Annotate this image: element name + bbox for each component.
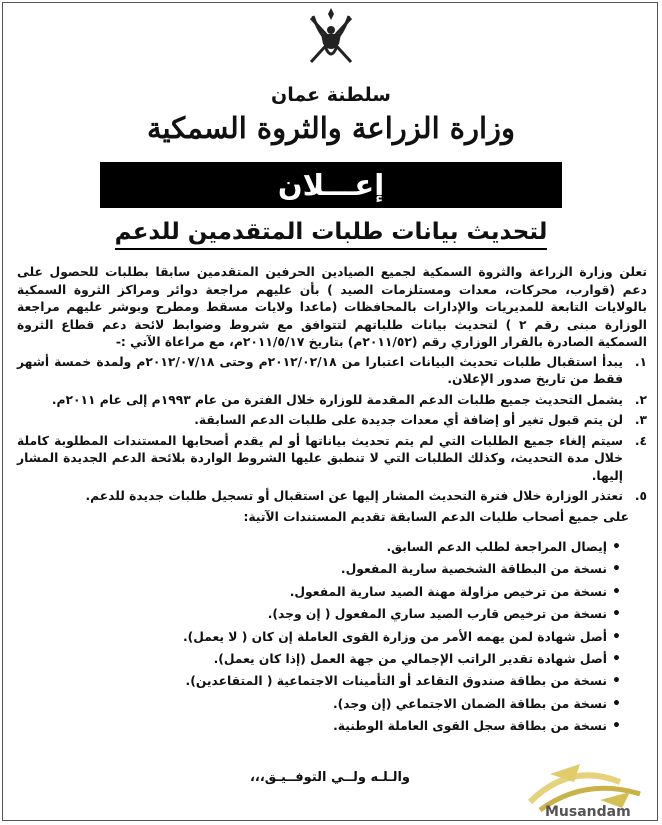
- condition-text: يبدأ استقبال طلبات تحديث البيانات اعتبارا من ٢٠١٢/٠٢/١٨م وحتى ٢٠١٢/٠٧/١٨م ولمدة خمسة أشهر فقط من تاريخ صدور الإعلان.: [17, 354, 624, 386]
- document-item: • نسخة من بطاقة صندوق التقاعد أو التأمينات الاجتماعية ( المتقاعدين).: [17, 670, 647, 692]
- condition-item: [17, 392, 647, 410]
- condition-item: [17, 433, 647, 486]
- country-name: سلطنة عمان: [271, 84, 391, 106]
- condition-number: ٤.: [634, 433, 647, 448]
- condition-item: [17, 412, 647, 430]
- condition-text: لن يتم قبول تغير أو إضافة أي معدات جديدة على طلبات الدعم السابقة.: [194, 413, 623, 427]
- condition-item: [17, 354, 647, 389]
- document-item: • نسخة من ترخيص مزاولة مهنة الصيد سارية المفعول.: [17, 581, 647, 603]
- document-item: • نسخة من البطاقة الشخصية سارية المفعول.: [17, 558, 647, 580]
- document-item: • نسخة من بطاقة الضمان الاجتماعي (إن وجد).: [17, 693, 647, 715]
- condition-number: ٣.: [634, 413, 647, 427]
- announcement-subject: [0, 219, 662, 245]
- documents-list: [17, 536, 647, 738]
- document-item: • أصل شهادة تقدير الراتب الإجمالي من جهة العمل (إذا كان يعمل).: [17, 648, 647, 670]
- watermark-text: Musandam: [545, 804, 631, 820]
- condition-text: تعتذر الوزارة خلال فترة التحديث المشار إليها عن استقبال أو تسجيل طلبات جديدة للدعم.: [85, 489, 623, 503]
- condition-number: ٢.: [634, 392, 647, 407]
- condition-text: سيتم إلغاء جميع الطلبات التي لم يتم تحديث بياناتها أو لم يقدم أصحابها المستندات المطلوبة كاملة خلال مدة التحديث، وكذلك الطلبات التي لا تنطبق عليها الشروط الواردة بلائحة الدعم الجديدة المشار إليها.: [17, 433, 623, 483]
- announcement-body: [17, 264, 647, 738]
- announcement-banner: إعـــلان: [100, 162, 562, 208]
- document-item: • نسخة من ترخيص قارب الصيد ساري المفعول ( إن وجد).: [17, 603, 647, 625]
- documents-intro: على جميع أصحاب طلبات الدعم السابقة تقديم المستندات الآتية:: [243, 509, 629, 524]
- condition-number: ١.: [634, 354, 647, 369]
- condition-number: ٥.: [634, 489, 647, 503]
- document-item: • إيصال المراجعة لطلب الدعم السابق.: [17, 536, 647, 558]
- intro-paragraph: تعلن وزارة الزراعة والثروة السمكية لجميع الصيادين الحرفين المتقدمين سابقا بطلبات للحصول على دعم (قوارب، محركات، معدات ومستلزمات الصيد ) بأن عليهم مراجعة دوائر ومراكز الثروة السمكية بالولايات التابعة للمديريات والإدارات بالمحافظات (ماعدا ولايات مسقط ومطرح وبوشر عليهم مراجعة الوزارة مبنى رقم ٢ ) لتحديث بيانات طلباتهم لتتوافق مع شروط وضوابط لائحة دعم قطاع الثروة السمكية الصادرة بالقرار الوزاري رقم (٢٠١١/٥٢م) بتاريخ ٢٠١١/٥/١٧م، مع مراعاة الآتي :-: [17, 265, 648, 349]
- ministry-name: وزارة الزراعة والثروة السمكية: [146, 111, 516, 145]
- oman-emblem-icon: [303, 6, 359, 68]
- condition-text: يشمل التحديث جميع طلبات الدعم المقدمة للوزارة خلال الفترة من عام ١٩٩٣م إلى عام ٢٠١١م.: [51, 392, 623, 407]
- condition-item: [17, 488, 647, 506]
- document-item: • أصل شهادة لمن يهمه الأمر من وزارة القوى العاملة إن كان ( لا يعمل).: [17, 626, 647, 648]
- document-item: • نسخة من بطاقة سجل القوى العاملة الوطنية.: [17, 715, 647, 737]
- conditions-list: [17, 354, 647, 506]
- subject-text: لتحديث بيانات طلبات المتقدمين للدعم: [115, 219, 548, 250]
- closing-phrase: والـلـه ولــي التوفــيـق،،،: [249, 770, 411, 785]
